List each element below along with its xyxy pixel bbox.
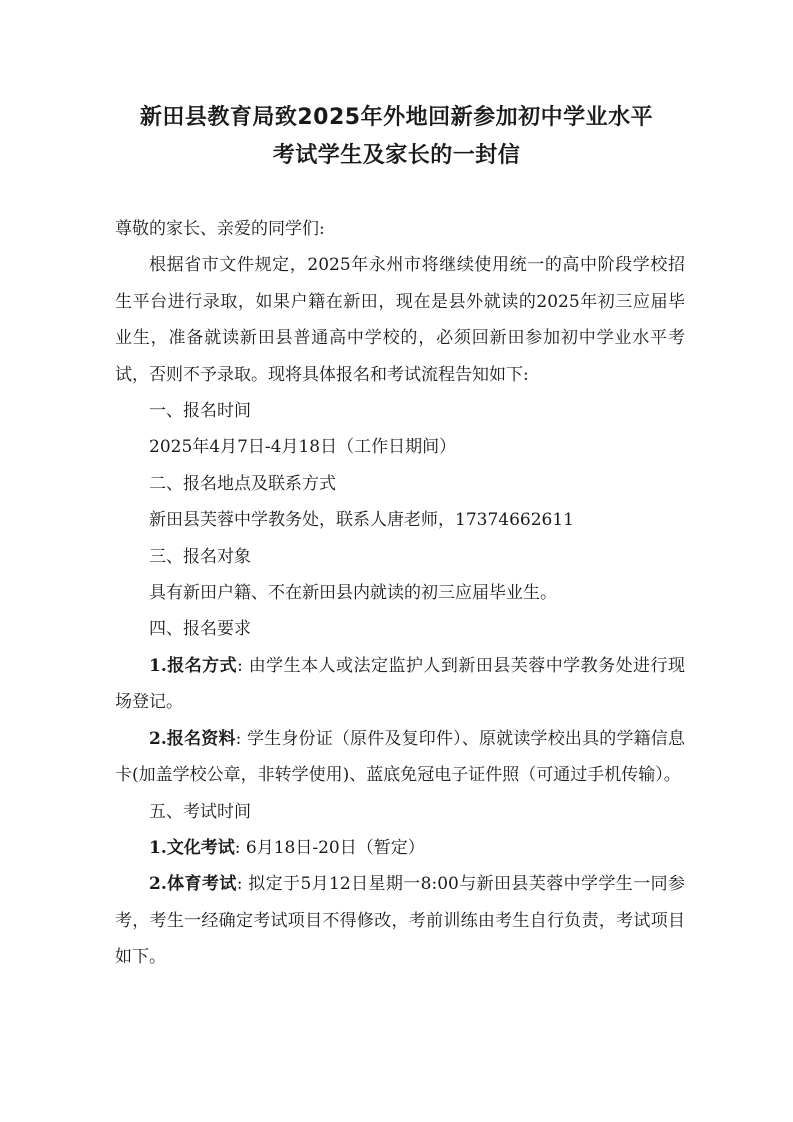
requirement-item-materials: [115, 721, 685, 794]
section-heading-exam-time: 五、考试时间: [149, 801, 251, 822]
exam-label-pe: 2.体育考试: [149, 874, 237, 895]
requirement-text-materials: : 学生身份证（原件及复印件）、原就读学校出具的学籍信息卡(加盖学校公章，非转学使用)、蓝底免冠电子证件照（可通过手机传输）。: [115, 728, 685, 786]
document-title-line-2: 考试学生及家长的一封信: [272, 143, 521, 168]
requirement-label-method: 1.报名方式: [149, 655, 238, 676]
exam-item-pe: [115, 866, 685, 975]
exam-text-pe: : 拟定于5月12日星期一8:00与新田县芙蓉中学学生一同参考，考生一经确定考试项目不得修改，考前训练由考生自行负责，考试项目如下。: [115, 874, 685, 968]
section-heading-registration-time: 一、报名时间: [149, 401, 251, 422]
section-heading-eligibility: 三、报名对象: [149, 546, 251, 567]
exam-item-academic: [115, 830, 685, 866]
section-heading-location-contact: 二、报名地点及联系方式: [149, 473, 336, 494]
greeting: 尊敬的家长、亲爱的同学们:: [115, 219, 325, 239]
document-body: [115, 211, 685, 976]
requirement-text-method: : 由学生本人或法定监护人到新田县芙蓉中学教务处进行现场登记。: [115, 655, 685, 713]
section-content-registration-time: 2025年4月7日-4月18日（工作日期间）: [149, 437, 457, 458]
requirement-item-method: [115, 648, 685, 721]
section-heading-requirements: 四、报名要求: [149, 619, 251, 640]
section-content-location-contact: 新田县芙蓉中学教务处，联系人唐老师，17374662611: [149, 510, 574, 531]
requirement-label-materials: 2.报名资料: [149, 728, 236, 749]
exam-label-academic: 1.文化考试: [149, 837, 235, 858]
exam-text-academic: : 6月18日-20日（暂定）: [234, 837, 425, 858]
section-content-eligibility: 具有新田户籍、不在新田县内就读的初三应届毕业生。: [149, 583, 557, 604]
intro-paragraph: 根据省市文件规定，2025年永州市将继续使用统一的高中阶段学校招生平台进行录取，如果户籍在新田，现在是县外就读的2025年初三应届毕业生，准备就读新田县普通高中学校的，必须回新田参加初中学业水平考试，否则不予录取。现将具体报名和考试流程告知如下:: [115, 255, 685, 385]
document-title-line-1: 新田县教育局致2025年外地回新参加初中学业水平: [139, 105, 654, 130]
